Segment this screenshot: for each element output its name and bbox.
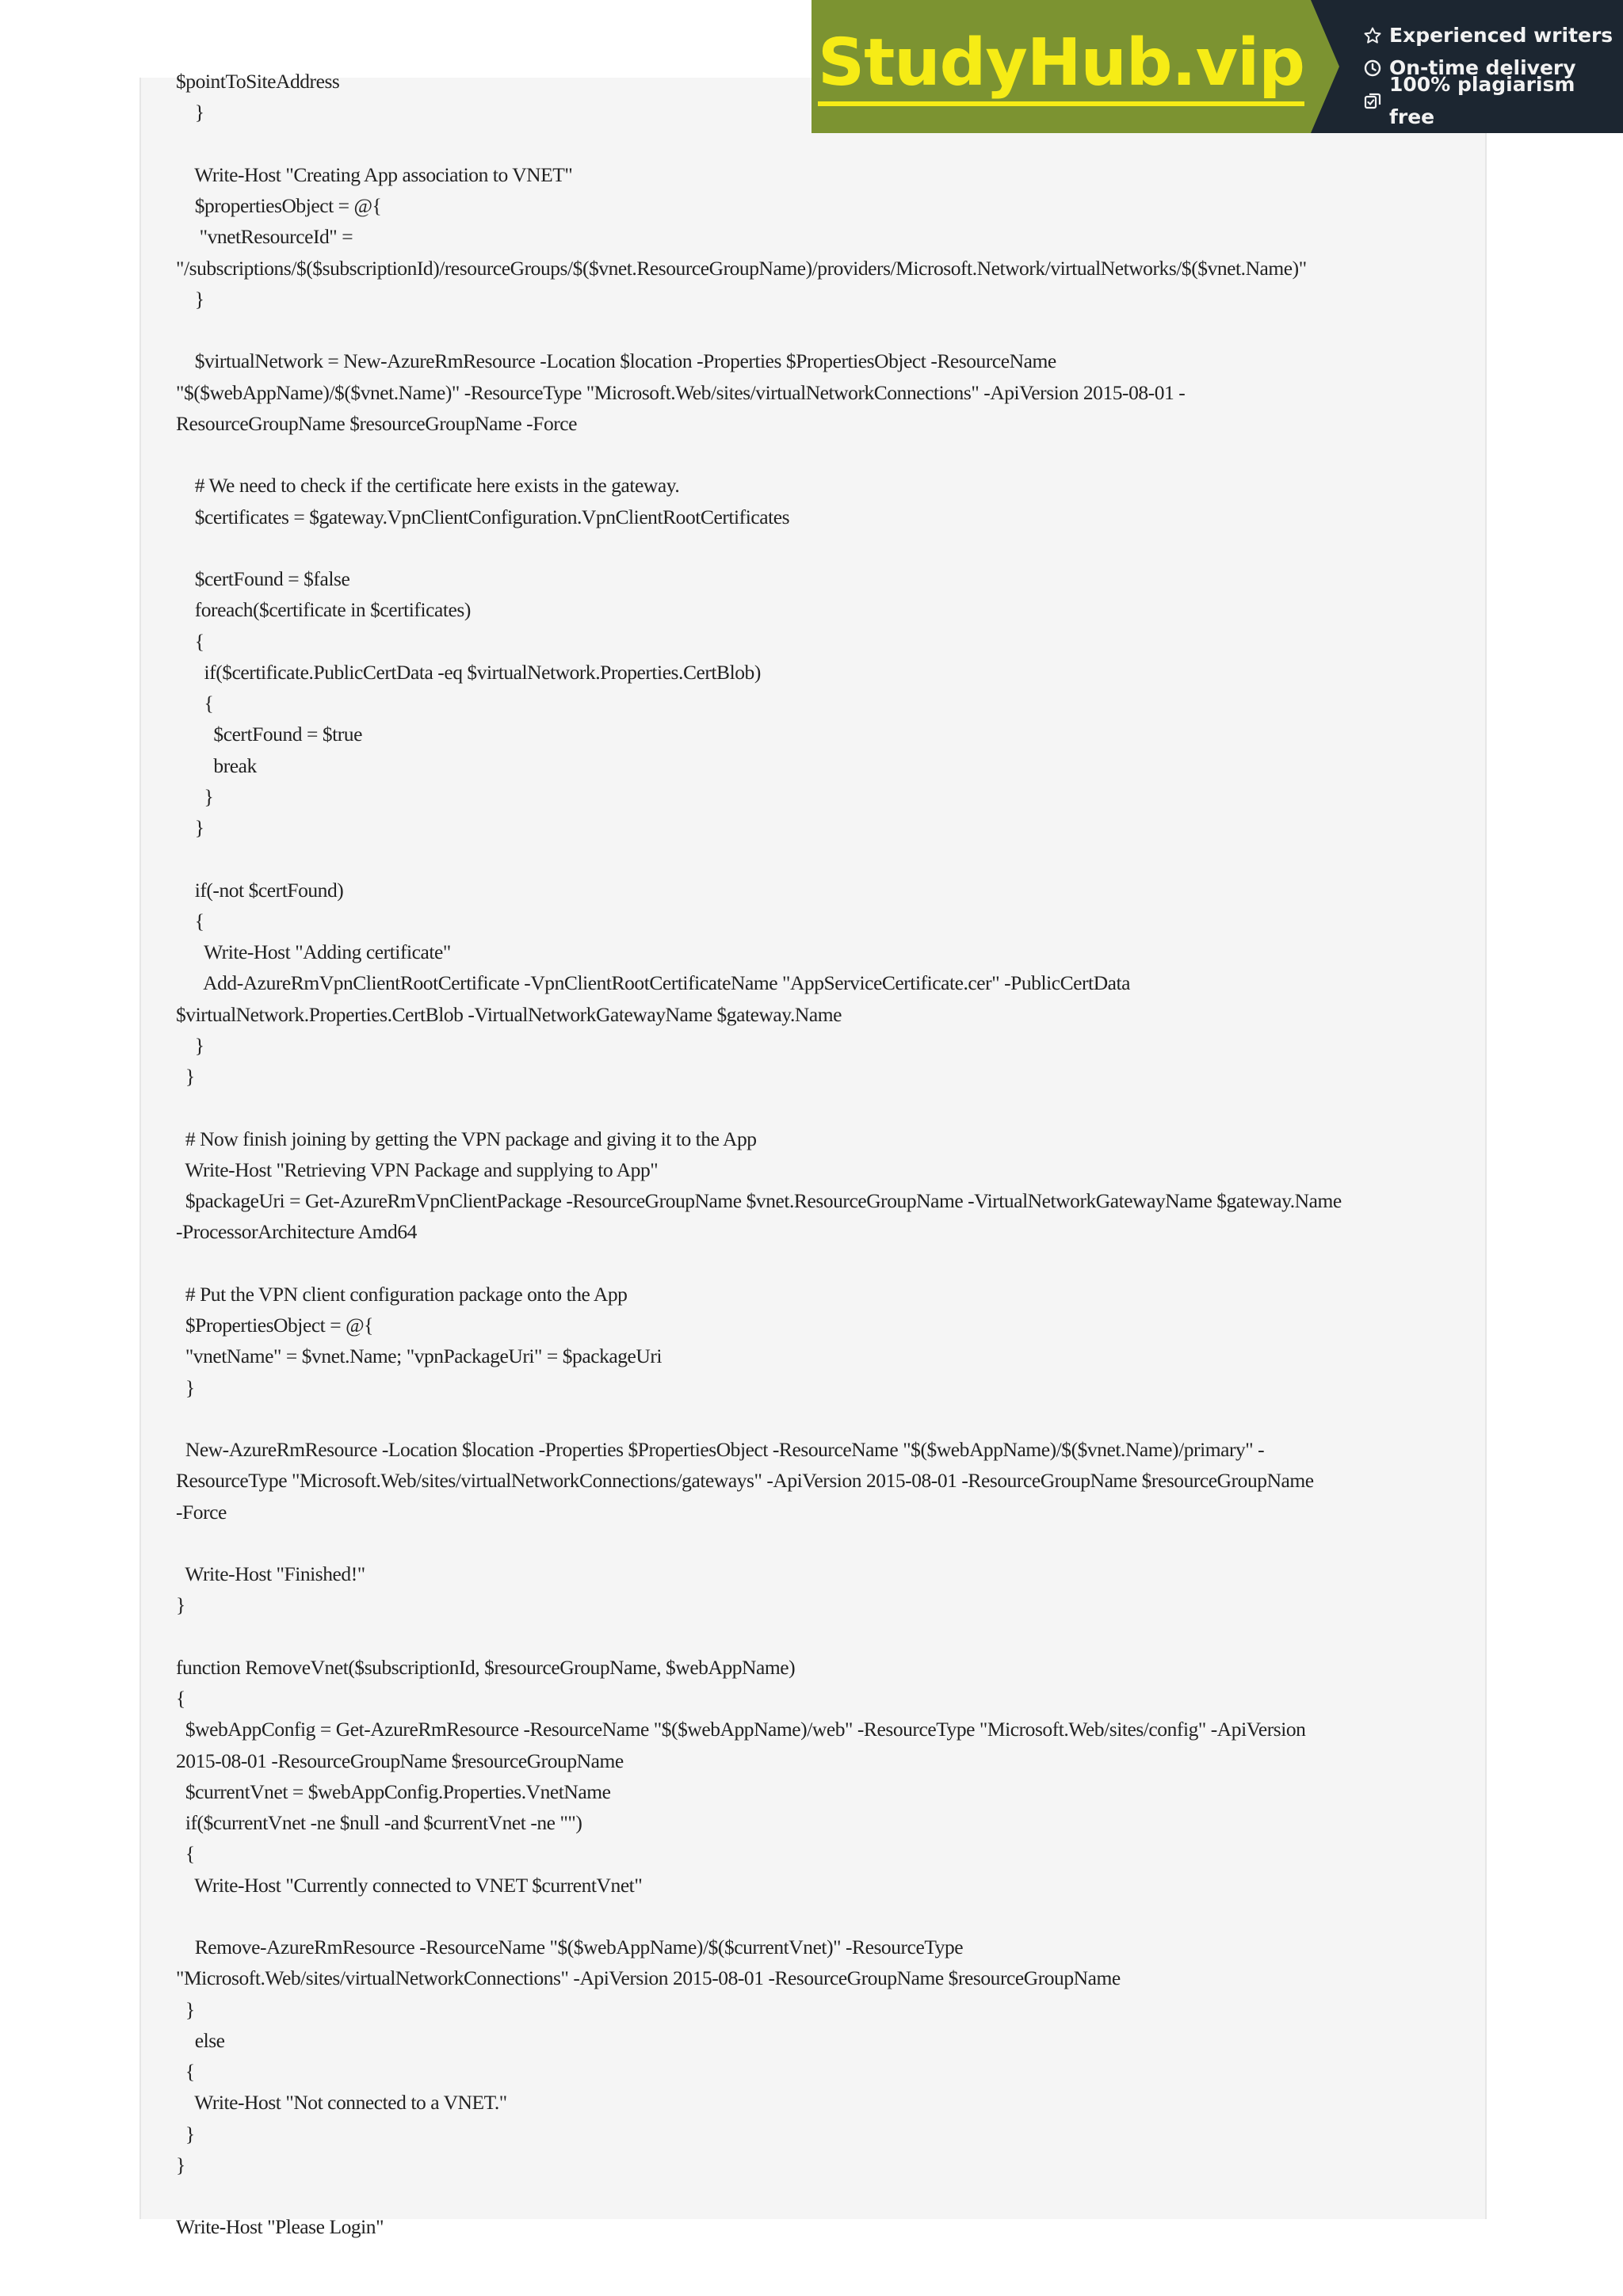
code-line: $certFound = $false [176, 567, 350, 590]
code-line: } [176, 1033, 204, 1057]
clock-icon [1363, 59, 1382, 78]
code-line: if($certificate.PublicCertData -eq $virtualNetwork.Properties.CertBlob) [176, 660, 761, 684]
code-line: Add-AzureRmVpnClientRootCertificate -VpnClientRootCertificateName "AppServiceCertificate.cer" -PublicCertData [176, 971, 1131, 995]
brand-notch [1311, 0, 1339, 133]
perk-label: 100% plagiarism free [1389, 72, 1575, 128]
studyhub-banner[interactable] [812, 0, 1623, 133]
code-line: { [176, 692, 214, 715]
code-line: # Put the VPN client configuration package onto the App [176, 1282, 628, 1306]
brand-panel[interactable] [812, 0, 1311, 133]
code-line: } [176, 287, 204, 311]
code-line: ResourceGroupName $resourceGroupName -Force [176, 411, 578, 435]
code-line: Write-Host "Retrieving VPN Package and supplying to App" [176, 1158, 659, 1181]
code-line: } [176, 101, 204, 124]
perks-panel [1311, 0, 1623, 133]
code-line: } [176, 2153, 185, 2176]
copy-check-icon [1363, 91, 1382, 110]
code-line: break [176, 753, 257, 777]
perk-plagiarism-free [1363, 72, 1623, 128]
code-line: "vnetResourceId" = [176, 225, 353, 249]
code-line: } [176, 1997, 195, 2021]
code-line: -ProcessorArchitecture Amd64 [176, 1220, 417, 1244]
code-line: $packageUri = Get-AzureRmVpnClientPackage -ResourceGroupName $vnet.ResourceGroupName -VirtualNetworkGatewayName $gateway.Name [176, 1189, 1342, 1212]
code-line: 2015-08-01 -ResourceGroupName $resourceGroupName [176, 1749, 624, 1772]
code-line: "/subscriptions/$($subscriptionId)/resourceGroups/$($vnet.ResourceGroupName)/providers/Microsoft.Network/virtualNetworks/$($vnet.Name)" [176, 256, 1307, 280]
code-line: Write-Host "Creating App association to VNET" [176, 162, 573, 186]
code-line: Remove-AzureRmResource -ResourceName "$($webAppName)/$($currentVnet)" -ResourceType [176, 1936, 964, 1958]
code-line: New-AzureRmResource -Location $location -Properties $PropertiesObject -ResourceName "$($webAppName)/$($vnet.Name)/primary" - [176, 1438, 1265, 1461]
code-line: "vnetName" = $vnet.Name; "vpnPackageUri" = $packageUri [176, 1344, 663, 1368]
code-line: function RemoveVnet($subscriptionId, $resourceGroupName, $webAppName) [176, 1655, 796, 1679]
code-line: } [176, 1065, 195, 1088]
code-line: $certificates = $gateway.VpnClientConfiguration.VpnClientRootCertificates [176, 505, 790, 528]
code-line: # We need to check if the certificate here exists in the gateway. [176, 474, 680, 498]
code-line: if(-not $certFound) [176, 878, 344, 902]
code-line: { [176, 629, 204, 653]
code-line: $webAppConfig = Get-AzureRmResource -ResourceName "$($webAppName)/web" -ResourceType "Microsoft.Web/sites/config" -ApiVersion [176, 1718, 1306, 1741]
star-outline-icon [1363, 26, 1382, 45]
perk-label: Experienced writers [1389, 24, 1613, 47]
code-line: Write-Host "Adding certificate" [176, 940, 451, 963]
perk-label: On-time delivery [1389, 56, 1576, 79]
code-line: } [176, 784, 214, 808]
code-line: $propertiesObject = @{ [176, 194, 382, 217]
code-line: $PropertiesObject = @{ [176, 1314, 373, 1337]
code-line: } [176, 1593, 185, 1617]
code-line: # Now finish joining by getting the VPN package and giving it to the App [176, 1127, 757, 1150]
code-line: $certFound = $true [176, 723, 362, 746]
code-line: } [176, 2122, 195, 2145]
code-line: $virtualNetwork = New-AzureRmResource -Location $location -Properties $PropertiesObject -ResourceName [176, 349, 1056, 373]
code-line: { [176, 909, 204, 933]
code-line: foreach($certificate in $certificates) [176, 598, 471, 622]
code-line: "$($webAppName)/$($vnet.Name)" -ResourceType "Microsoft.Web/sites/virtualNetworkConnections" -ApiVersion 2015-08-01 - [176, 380, 1186, 404]
code-line: { [176, 2060, 195, 2083]
code-line: Write-Host "Currently connected to VNET $currentVnet" [176, 1873, 643, 1897]
code-line: $currentVnet = $webAppConfig.Properties.VnetName [176, 1779, 611, 1803]
code-line: $virtualNetwork.Properties.CertBlob -VirtualNetworkGatewayName $gateway.Name [176, 1002, 842, 1026]
code-line: else [176, 2028, 225, 2052]
code-line: Write-Host "Not connected to a VNET." [176, 2091, 507, 2115]
code-line: -Force [176, 1500, 227, 1524]
brand-logo[interactable]: StudyHub.vip [818, 27, 1304, 106]
code-line: { [176, 1687, 185, 1710]
code-line: "Microsoft.Web/sites/virtualNetworkConnections" -ApiVersion 2015-08-01 -ResourceGroupName $resourceGroupName [176, 1966, 1121, 1990]
code-line: $pointToSiteAddress [176, 70, 340, 93]
code-line: ResourceType "Microsoft.Web/sites/virtualNetworkConnections/gateways" -ApiVersion 2015-08-01 -ResourceGroupName $resourceGroupName [176, 1469, 1314, 1493]
code-line: } [176, 816, 204, 839]
code-line: Write-Host "Please Login" [176, 2215, 384, 2239]
code-line: Write-Host "Finished!" [176, 1562, 365, 1585]
code-line: } [176, 1375, 195, 1399]
perk-experienced-writers [1363, 19, 1623, 51]
code-line: if($currentVnet -ne $null -and $currentVnet -ne "") [176, 1811, 582, 1834]
code-line: { [176, 1842, 195, 1866]
